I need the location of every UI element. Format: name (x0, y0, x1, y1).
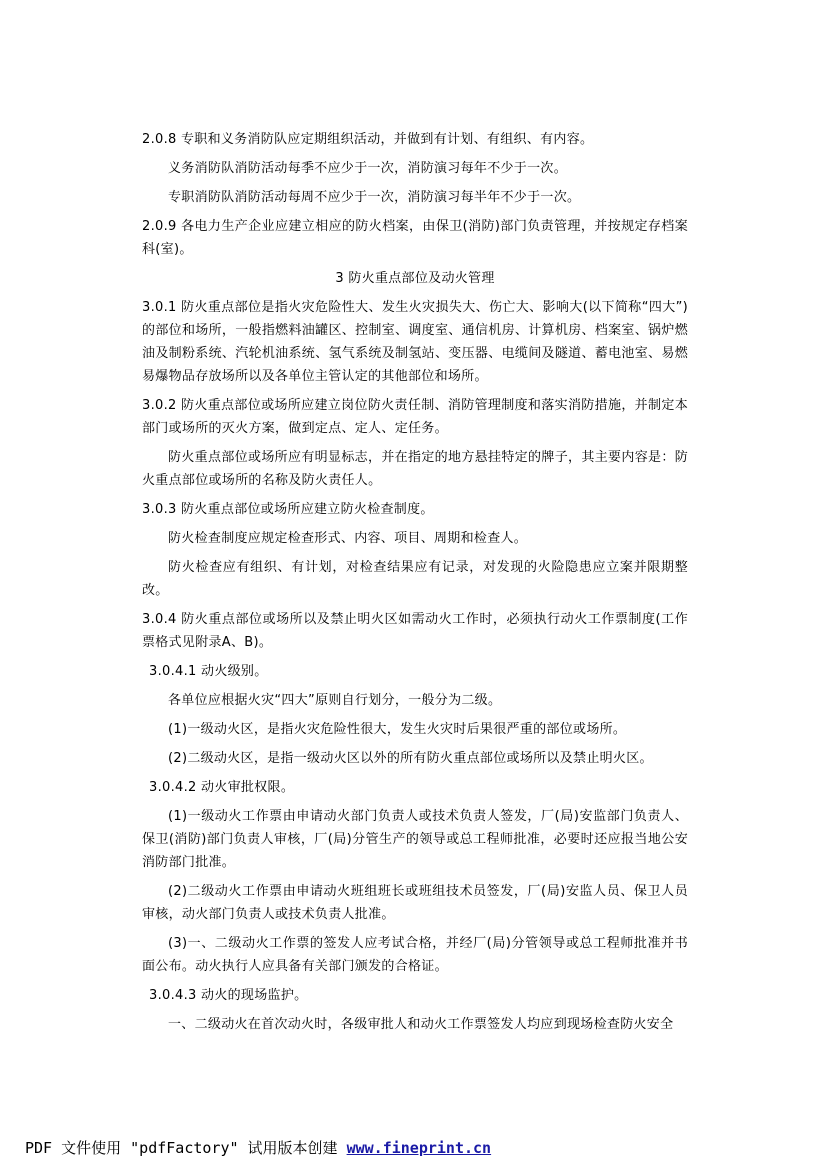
paragraph: 防火检查应有组织、有计划，对检查结果应有记录，对发现的火险隐患应立案并限期整改。 (142, 560, 688, 598)
footer-text: PDF 文件使用 "pdfFactory" 试用版本创建 (25, 1139, 347, 1157)
paragraph: 各单位应根据火灾“四大”原则自行划分，一般分为二级。 (168, 693, 502, 708)
subsection-3-0-4-1: 3.0.4.1 动火级别。 (149, 664, 268, 679)
paragraph: 防火检查制度应规定检查形式、内容、项目、周期和检查人。 (168, 531, 528, 546)
pdf-footer (25, 1138, 491, 1158)
paragraph: (1)一级动火区，是指火灾危险性很大，发生火灾时后果很严重的部位或场所。 (168, 722, 627, 737)
paragraph: 一、二级动火在首次动火时，各级审批人和动火工作票签发人均应到现场检查防火安全 (168, 1017, 674, 1032)
paragraph-3-0-2: 3.0.2 防火重点部位或场所应建立岗位防火责任制、消防管理制度和落实消防措施，并制定本部门或场所的灭火方案，做到定点、定人、定任务。 (142, 398, 688, 436)
paragraph-2-0-8: 2.0.8 专职和义务消防队应定期组织活动，并做到有计划、有组织、有内容。 (142, 132, 594, 147)
paragraph: (3)一、二级动火工作票的签发人应考试合格，并经厂(局)分管领导或总工程师批准并书面公布。动火执行人应具备有关部门颁发的合格证。 (142, 936, 688, 974)
subsection-3-0-4-2: 3.0.4.2 动火审批权限。 (149, 780, 295, 795)
paragraph: (1)一级动火工作票由申请动火部门负责人或技术负责人签发，厂(局)安监部门负责人、保卫(消防)部门负责人审核，厂(局)分管生产的领导或总工程师批准，必要时还应报当地公安消防部门批准。 (142, 809, 688, 870)
paragraph: (2)二级动火区，是指一级动火区以外的所有防火重点部位或场所以及禁止明火区。 (168, 751, 653, 766)
document-body (142, 128, 688, 1042)
subsection-3-0-4-3: 3.0.4.3 动火的现场监护。 (149, 988, 308, 1003)
paragraph: 专职消防队消防活动每周不应少于一次，消防演习每半年不少于一次。 (168, 190, 581, 205)
paragraph: 防火重点部位或场所应有明显标志，并在指定的地方悬挂特定的牌子，其主要内容是：防火重点部位或场所的名称及防火责任人。 (142, 450, 688, 488)
paragraph-3-0-4: 3.0.4 防火重点部位或场所以及禁止明火区如需动火工作时，必须执行动火工作票制度(工作票格式见附录A、B)。 (142, 612, 688, 650)
paragraph-3-0-3: 3.0.3 防火重点部位或场所应建立防火检查制度。 (142, 502, 434, 517)
fineprint-link[interactable]: www.fineprint.cn (346, 1139, 492, 1157)
paragraph-3-0-1: 3.0.1 防火重点部位是指火灾危险性大、发生火灾损失大、伤亡大、影响大(以下简称“四大”)的部位和场所，一般指燃料油罐区、控制室、调度室、通信机房、计算机房、档案室、锅炉燃油及制粉系统、汽轮机油系统、氢气系统及制氢站、变压器、电缆间及隧道、蓄电池室、易燃易爆物品存放场所以及各单位主管认定的其他部位和场所。 (142, 300, 688, 384)
paragraph: 义务消防队消防活动每季不应少于一次，消防演习每年不少于一次。 (168, 161, 568, 176)
section-heading: 3 防火重点部位及动火管理 (335, 271, 495, 286)
paragraph-2-0-9: 2.0.9 各电力生产企业应建立相应的防火档案，由保卫(消防)部门负责管理，并按规定存档案科(室)。 (142, 219, 688, 257)
paragraph: (2)二级动火工作票由申请动火班组班长或班组技术员签发，厂(局)安监人员、保卫人员审核，动火部门负责人或技术负责人批准。 (142, 884, 688, 922)
